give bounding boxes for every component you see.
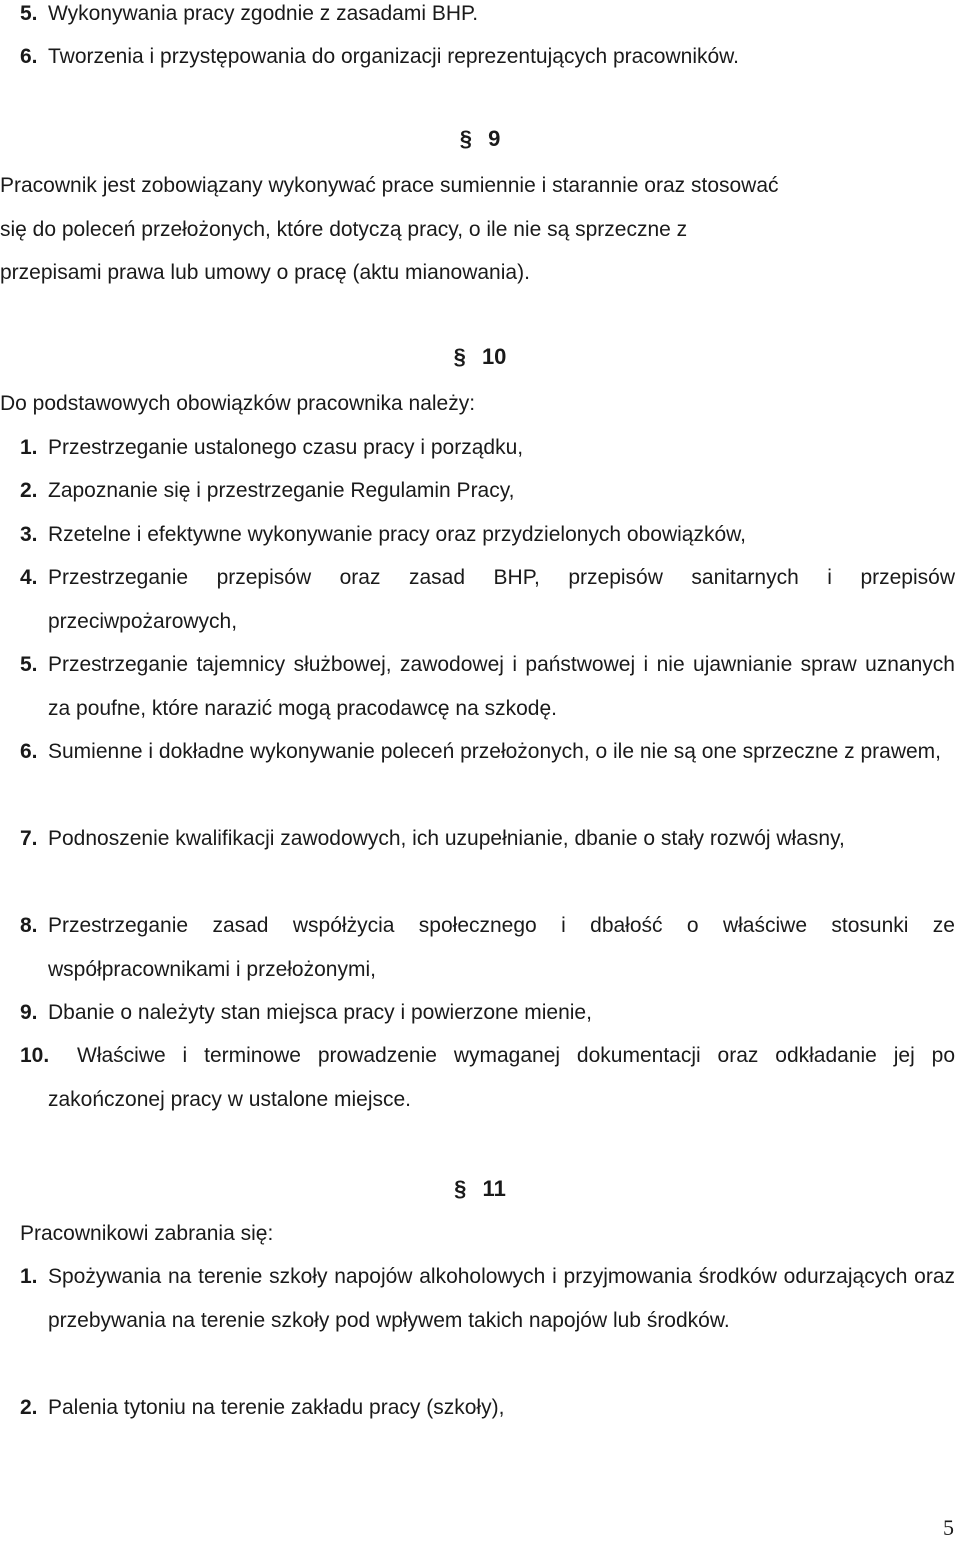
list-item xyxy=(20,556,955,643)
list-item xyxy=(20,643,955,730)
section-number: 10 xyxy=(481,344,507,369)
section-10-intro: Do podstawowych obowiązków pracownika należy: xyxy=(0,392,476,415)
item-number: 7. xyxy=(20,827,38,850)
list-item xyxy=(20,1034,955,1121)
section-symbol: § xyxy=(459,126,472,151)
section-11-intro: Pracownikowi zabrania się: xyxy=(20,1222,274,1245)
section-symbol: § xyxy=(454,1176,467,1201)
item-number: 2. xyxy=(20,479,38,502)
item-text: Przestrzeganie zasad współżycia społecznego i dbałość o właściwe stosunki ze współpracownikami i przełożonymi, xyxy=(48,914,955,981)
item-text: Spożywania na terenie szkoły napojów alkoholowych i przyjmowania środków odurzających oraz przebywania na terenie szkoły pod wpływem takich napojów lub środków. xyxy=(48,1265,955,1332)
section-number: 11 xyxy=(482,1176,506,1201)
item-number: 5. xyxy=(20,653,38,676)
section-heading-9 xyxy=(0,126,960,166)
item-number: 1. xyxy=(20,436,38,459)
section-9-paragraph xyxy=(0,164,950,295)
list-item xyxy=(20,469,955,513)
item-text: Przestrzeganie przepisów oraz zasad BHP, przepisów sanitarnych i przepisów przeciwpożarowych, xyxy=(48,566,955,633)
item-number: 6. xyxy=(20,740,38,763)
paragraph-line: Pracownik jest zobowiązany wykonywać prace sumiennie i starannie oraz stosować xyxy=(0,174,779,197)
list-item xyxy=(20,1255,955,1342)
item-text: Rzetelne i efektywne wykonywanie pracy oraz przydzielonych obowiązków, xyxy=(48,523,747,546)
item-text: Tworzenia i przystępowania do organizacji reprezentujących pracowników. xyxy=(48,45,740,68)
section-heading-10 xyxy=(0,344,960,384)
section-number: 9 xyxy=(488,126,501,151)
item-text: Przestrzeganie tajemnicy służbowej, zawodowej i państwowej i nie ujawnianie spraw uznanych za poufne, które narazić mogą pracodawcę na szkodę. xyxy=(48,653,955,720)
paragraph-line: przepisami prawa lub umowy o pracę (aktu mianowania). xyxy=(0,261,530,284)
item-number: 8. xyxy=(20,914,38,937)
list-item xyxy=(20,730,955,774)
item-text: Dbanie o należyty stan miejsca pracy i powierzone mienie, xyxy=(48,1001,592,1024)
page-number: 5 xyxy=(943,1515,954,1540)
item-text: Podnoszenie kwalifikacji zawodowych, ich uzupełnianie, dbanie o stały rozwój własny, xyxy=(48,827,845,850)
item-number: 4. xyxy=(20,566,38,589)
item-number: 3. xyxy=(20,523,38,546)
list-item xyxy=(20,426,955,470)
section-heading-11 xyxy=(0,1176,960,1216)
item-text: Wykonywania pracy zgodnie z zasadami BHP. xyxy=(48,2,479,25)
paragraph-line: się do poleceń przełożonych, które dotyczą pracy, o ile nie są sprzeczne z xyxy=(0,217,688,241)
item-number: 2. xyxy=(20,1396,38,1419)
list-item xyxy=(20,513,955,557)
section-symbol: § xyxy=(453,344,466,369)
item-number: 1. xyxy=(20,1265,38,1288)
item-text: Sumienne i dokładne wykonywanie poleceń przełożonych, o ile nie są one sprzeczne z prawem, xyxy=(48,740,942,763)
item-text: Właściwe i terminowe prowadzenie wymaganej dokumentacji oraz odkładanie jej po zakończonej pracy w ustalone miejsce. xyxy=(48,1044,955,1111)
list-item xyxy=(20,991,955,1035)
item-text: Zapoznanie się i przestrzeganie Regulamin Pracy, xyxy=(48,479,515,502)
item-number: 10. xyxy=(20,1044,50,1067)
list-item xyxy=(20,1386,955,1430)
item-text: Palenia tytoniu na terenie zakładu pracy (szkoły), xyxy=(48,1396,505,1419)
list-item xyxy=(20,0,955,36)
item-number: 9. xyxy=(20,1001,38,1024)
list-item xyxy=(20,35,955,79)
item-number: 6. xyxy=(20,45,38,68)
item-number: 5. xyxy=(20,2,38,25)
list-item xyxy=(20,904,955,991)
list-item xyxy=(20,817,955,861)
item-text: Przestrzeganie ustalonego czasu pracy i porządku, xyxy=(48,436,524,459)
